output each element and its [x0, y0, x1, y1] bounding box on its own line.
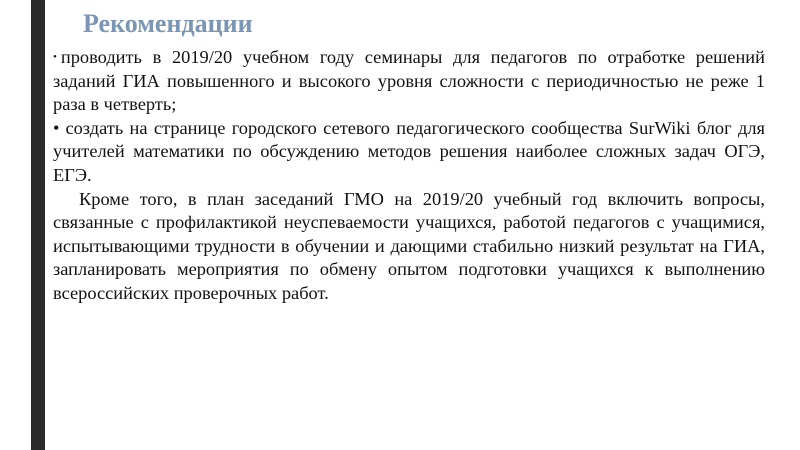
slide-title: Рекомендации: [83, 9, 253, 38]
side-accent-bar: [31, 0, 45, 450]
bullet-marker: •: [53, 51, 57, 63]
bullet-text: проводить в 2019/20 учебном году семинары для педагогов по отработке решений заданий ГИА повышенного и высокого уровня сложности с периодичностью не реже 1 раза в четверть;: [53, 47, 765, 115]
bullet-marker: •: [53, 117, 60, 138]
slide-body: [53, 46, 765, 306]
recommendation-bullet-2: [53, 117, 765, 188]
bullet-text: создать на странице городского сетевого педагогического сообщества SurWiki блог для учителей математики по обсуждению методов решения наиболее сложных задач ОГЭ, ЕГЭ.: [53, 117, 765, 185]
closing-paragraph: Кроме того, в план заседаний ГМО на 2019/20 учебный год включить вопросы, связанные с профилактикой неуспеваемости учащихся, работой педагогов с учащимися, испытывающими трудности в обучении и дающими стабильно низкий результат на ГИА, запланировать мероприятия по обмену опытом подготовки учащихся к выполнению всероссийских проверочных работ.: [53, 188, 765, 303]
recommendation-bullet-1: [53, 46, 765, 117]
